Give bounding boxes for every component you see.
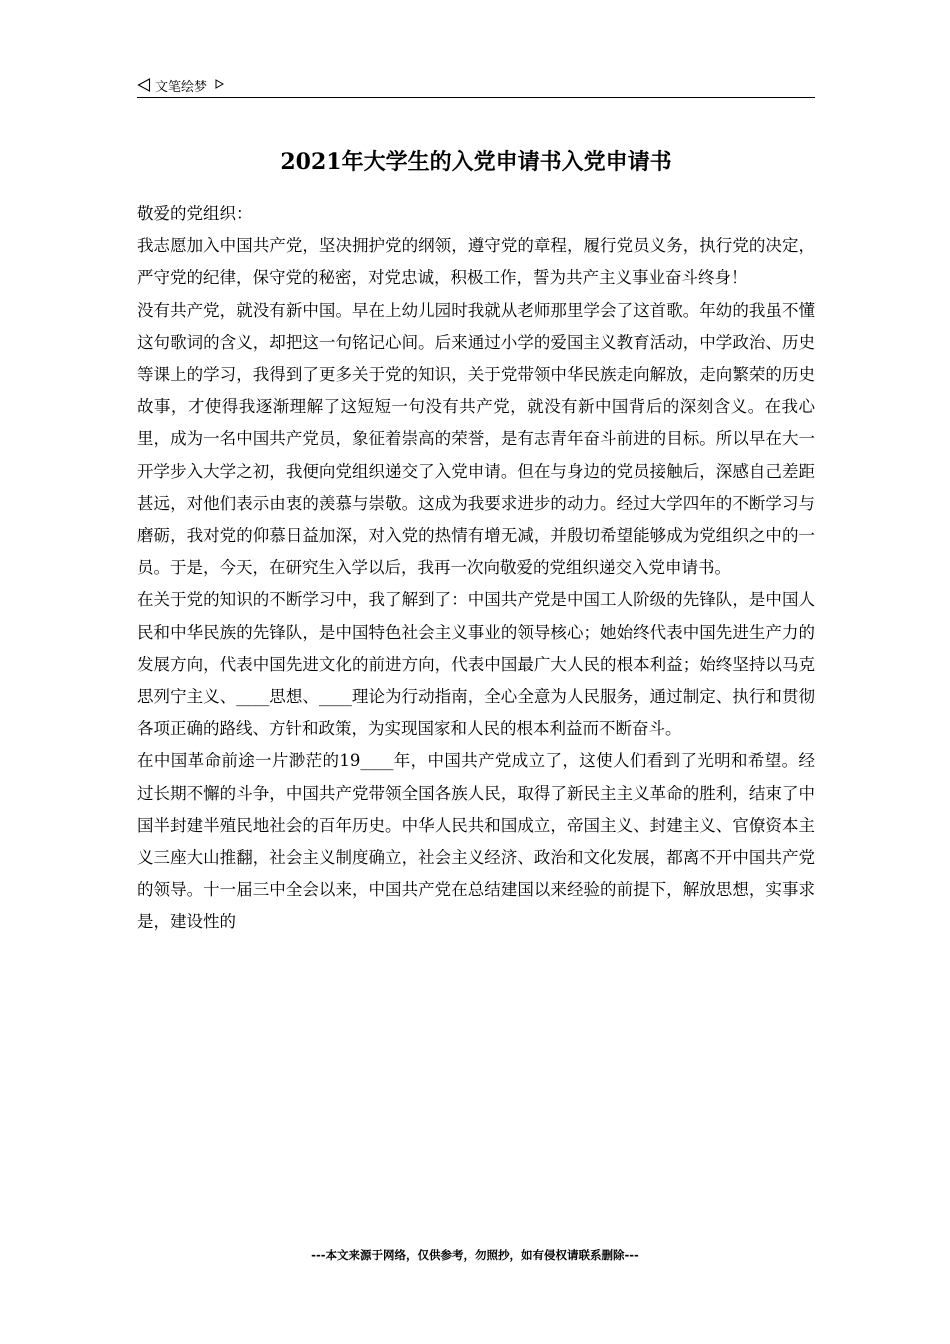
triangle-right-icon [215, 78, 224, 88]
paragraph-party-knowledge: 在关于党的知识的不断学习中，我了解到了：中国共产党是中国工人阶级的先锋队，是中国人民和中华民族的先锋队，是中国特色社会主义事业的领导核心；她始终代表中国先进生产力的发展方向，代表中国先进文化的前进方向，代表中国最广大人民的根本利益；始终坚持以马克思列宁主义、____思想、____理论为行动指南，全心全意为人民服务，通过制定、执行和贯彻各项正确的路线、方针和政策，为实现国家和人民的根本利益而不断奋斗。 [137, 590, 815, 739]
header-label: 文笔绘梦 [155, 79, 208, 95]
paragraph-party-history: 在中国革命前途一片渺茫的19____年，中国共产党成立了，这使人们看到了光明和希望。经过长期不懈的斗争，中国共产党带领全国各族人民，取得了新民主主义革命的胜利，结束了中国半封建半殖民地社会的百年历史。中华人民共和国成立，帝国主义、封建主义、官僚资本主义三座大山推翻，社会主义制度确立，社会主义经济、政治和文化发展，都离不开中国共产党的领导。十一届三中全会以来，中国共产党在总结建国以来经验的前提下，解放思想，实事求是，建设性的 [137, 751, 815, 932]
document-body [137, 198, 815, 939]
footer-disclaimer: ---本文来源于网络，仅供参考，勿照抄，如有侵权请联系删除--- [311, 1248, 639, 1262]
header-brand [137, 74, 224, 96]
paragraph-pledge: 我志愿加入中国共产党，坚决拥护党的纲领，遵守党的章程，履行党员义务，执行党的决定，严守党的纪律，保守党的秘密，对党忠诚，积极工作，誓为共产主义事业奋斗终身！ [137, 236, 815, 288]
triangle-left-icon [137, 78, 151, 92]
header-divider [137, 97, 815, 98]
paragraph-motivation: 没有共产党，就没有新中国。早在上幼儿园时我就从老师那里学会了这首歌。年幼的我虽不懂这句歌词的含义，却把这一句铭记心间。后来通过小学的爱国主义教育活动，中学政治、历史等课上的学习，我得到了更多关于党的知识，关于党带领中华民族走向解放，走向繁荣的历史故事，才使得我逐渐理解了这短短一句没有共产党，就没有新中国背后的深刻含义。在我心里，成为一名中国共产党员，象征着崇高的荣誉，是有志青年奋斗前进的目标。所以早在大一开学步入大学之初，我便向党组织递交了入党申请。但在与身边的党员接触后，深感自己差距甚远，对他们表示由衷的羡慕与崇敬。这成为我要求进步的动力。经过大学四年的不断学习与磨砺，我对党的仰慕日益加深，对入党的热情有增无减，并殷切希望能够成为党组织之中的一员。于是，今天，在研究生入学以后，我再一次向敬爱的党组织递交入党申请书。 [137, 300, 815, 578]
salutation: 敬爱的党组织： [137, 204, 253, 223]
document-title: 2021年大学生的入党申请书入党申请书 [280, 149, 672, 175]
